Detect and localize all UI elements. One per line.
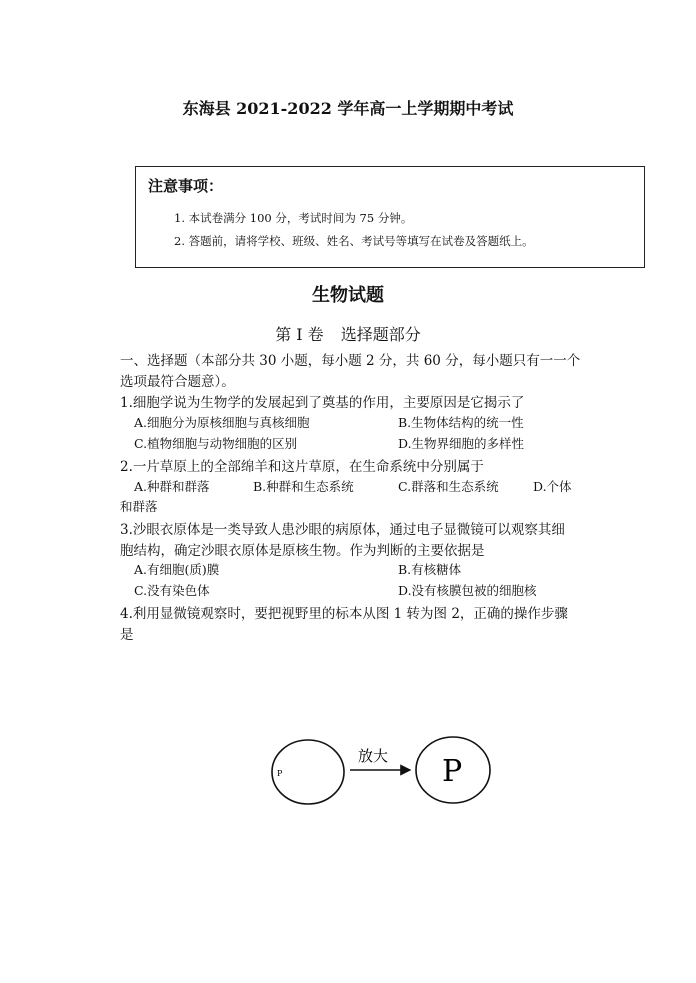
section-heading [0, 322, 696, 345]
option-b: B.种群和生态系统 [253, 479, 354, 494]
option-d: D.生物界细胞的多样性 [398, 436, 525, 451]
large-p-label: P [442, 754, 463, 789]
option-c: C.群落和生态系统 [398, 479, 499, 494]
microscope-figure [270, 732, 500, 816]
notice-box [135, 166, 645, 268]
figure-diagram [270, 732, 500, 812]
question-stem: 4.利用显微镜观察时，要把视野里的标本从图 1 转为图 2，正确的操作步骤 [120, 606, 568, 622]
section-part: 第 I 卷 [275, 325, 324, 344]
section-name: 选择题部分 [340, 325, 421, 344]
option-c: C.没有染色体 [134, 583, 210, 598]
instructions-line: 选项最符合题意）。 [120, 374, 235, 390]
option-b: B.生物体结构的统一性 [398, 415, 524, 430]
magnify-label: 放大 [358, 747, 389, 765]
option-b: B.有核糖体 [398, 562, 462, 577]
question-stem: 是 [120, 627, 134, 643]
option-d: D.个体 [533, 479, 572, 494]
question-stem: 1.细胞学说为生物学的发展起到了奠基的作用，主要原因是它揭示了 [120, 395, 525, 411]
subject-title: 生物试题 [312, 285, 384, 306]
option-d: D.没有核膜包被的细胞核 [398, 583, 537, 598]
option-d-continuation: 和群落 [120, 499, 158, 514]
exam-title: 东海县 2021-2022 学年高一上学期期中考试 [182, 99, 514, 118]
small-p-label: P [277, 769, 283, 778]
notice-title: 注意事项： [148, 177, 224, 195]
notice-item: 2. 答题前，请将学校、班级、姓名、考试号等填写在试卷及答题纸上。 [174, 234, 534, 248]
notice-item: 1. 本试卷满分 100 分，考试时间为 75 分钟。 [174, 211, 413, 225]
instructions-line: 一、选择题（本部分共 30 小题，每小题 2 分，共 60 分，每小题只有一一个 [120, 353, 581, 369]
question-stem: 2.一片草原上的全部绵羊和这片草原，在生命系统中分别属于 [120, 459, 484, 475]
option-a: A.细胞分为原核细胞与真核细胞 [134, 415, 310, 430]
small-view-circle [272, 740, 344, 804]
question-stem: 胞结构，确定沙眼衣原体是原核生物。作为判断的主要依据是 [120, 543, 485, 559]
option-c: C.植物细胞与动物细胞的区别 [134, 436, 298, 451]
question-stem: 3.沙眼衣原体是一类导致人患沙眼的病原体，通过电子显微镜可以观察其细 [120, 522, 565, 538]
option-a: A.有细胞(质)膜 [134, 562, 220, 577]
option-a: A.种群和群落 [134, 479, 210, 494]
